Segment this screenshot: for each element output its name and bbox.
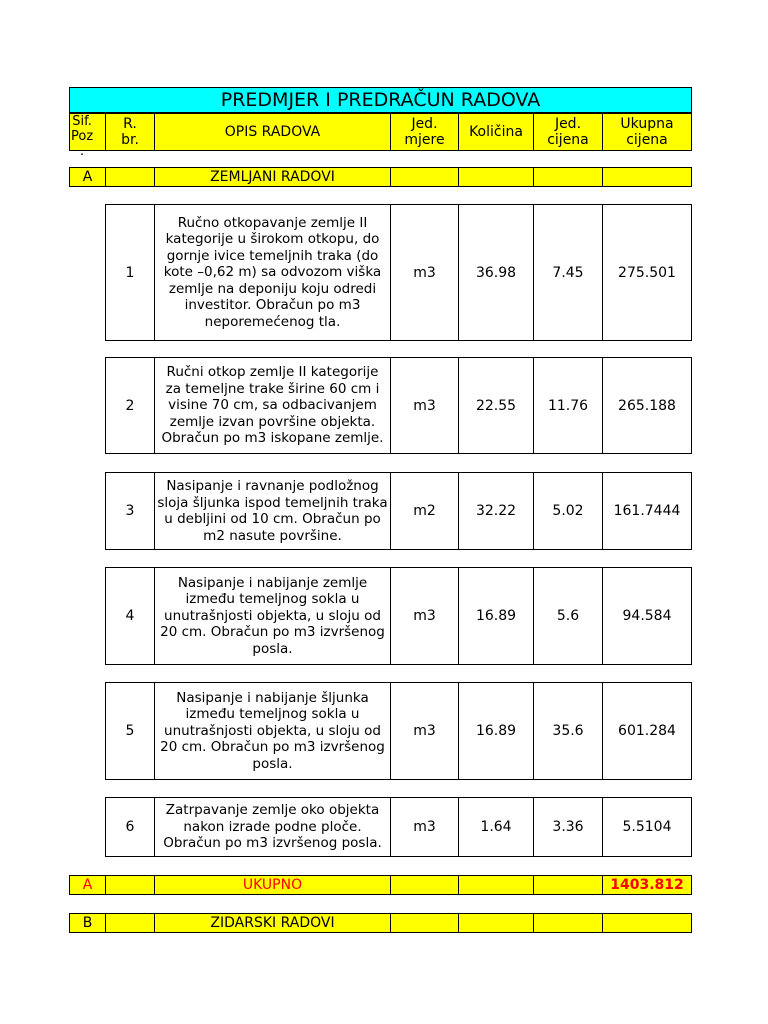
item-opis: Nasipanje i nabijanje šljunka između temeljnog sokla u unutrašnjosti objekta, u sloju od 20 cm. Obračun po m3 izvršenog posla. [154,682,391,780]
section-b-code: B [69,913,106,933]
item-opis: Ručno otkopavanje zemlje II kategorije u širokom otkopu, do gornje ivice temeljnih traka (do kote –0,62 m) sa odvozom viška zemlje na deponiju koju odredi investitor. Obračun po m3 neporemećenog tla. [154,204,391,341]
item-rbr: 3 [105,472,155,550]
item-rbr: 4 [105,567,155,665]
item-cijena: 7.45 [533,204,603,341]
item-cijena: 5.02 [533,472,603,550]
item-rbr: 6 [105,797,155,857]
item-jed: m2 [390,472,459,550]
item-kolicina: 32.22 [458,472,534,550]
section-a-empty [533,167,603,187]
total-a-value: 1403.812 [602,875,692,895]
item-rbr: 1 [105,204,155,341]
header-ukupna-cijena: Ukupna cijena [602,113,692,151]
header-jed-cijena: Jed. cijena [533,113,603,151]
section-b-empty [533,913,603,933]
header-kolicina: Količina [458,113,534,151]
item-ukupno: 601.284 [602,682,692,780]
item-cijena: 5.6 [533,567,603,665]
table-title [69,87,692,113]
section-b-title: ZIDARSKI RADOVI [154,913,391,933]
table-title-text: PREDMJER I PREDRAČUN RADOVA [220,89,541,111]
total-a-empty [533,875,603,895]
item-ukupno: 5.5104 [602,797,692,857]
item-ukupno: 275.501 [602,204,692,341]
section-b-empty [105,913,155,933]
header-sif-poz: Šif. Poz . [69,113,106,151]
item-jed: m3 [390,797,459,857]
item-kolicina: 36.98 [458,204,534,341]
item-cijena: 11.76 [533,357,603,454]
item-kolicina: 22.55 [458,357,534,454]
item-kolicina: 1.64 [458,797,534,857]
total-a-label: UKUPNO [154,875,391,895]
item-opis: Nasipanje i ravnanje podložnog sloja šljunka ispod temeljnih traka u debljini od 10 cm. Obračun po m2 nasute površine. [154,472,391,550]
section-b-empty [390,913,459,933]
total-a-empty [390,875,459,895]
item-jed: m3 [390,357,459,454]
total-a-empty [458,875,534,895]
item-opis: Zatrpavanje zemlje oko objekta nakon izrade podne ploče. Obračun po m3 izvršenog posla. [154,797,391,857]
total-a-code: A [69,875,106,895]
item-ukupno: 161.7444 [602,472,692,550]
item-ukupno: 94.584 [602,567,692,665]
header-rbr: R. br. [105,113,155,151]
item-cijena: 35.6 [533,682,603,780]
header-opis-radova: OPIS RADOVA [154,113,391,151]
section-a-empty [105,167,155,187]
item-opis: Ručni otkop zemlje II kategorije za temeljne trake širine 60 cm i visine 70 cm, sa odbacivanjem zemlje izvan površine objekta. Obračun po m3 iskopane zemlje. [154,357,391,454]
header-jed-mjere: Jed. mjere [390,113,459,151]
section-b-empty [458,913,534,933]
total-a-empty [105,875,155,895]
item-jed: m3 [390,567,459,665]
item-kolicina: 16.89 [458,682,534,780]
item-ukupno: 265.188 [602,357,692,454]
section-a-code: A [69,167,106,187]
section-a-empty [458,167,534,187]
item-kolicina: 16.89 [458,567,534,665]
section-a-empty [602,167,692,187]
item-rbr: 5 [105,682,155,780]
item-opis: Nasipanje i nabijanje zemlje između temeljnog sokla u unutrašnjosti objekta, u sloju od 20 cm. Obračun po m3 izvršenog posla. [154,567,391,665]
section-a-empty [390,167,459,187]
item-jed: m3 [390,682,459,780]
section-b-empty [602,913,692,933]
item-jed: m3 [390,204,459,341]
item-rbr: 2 [105,357,155,454]
item-cijena: 3.36 [533,797,603,857]
section-a-title: ZEMLJANI RADOVI [154,167,391,187]
